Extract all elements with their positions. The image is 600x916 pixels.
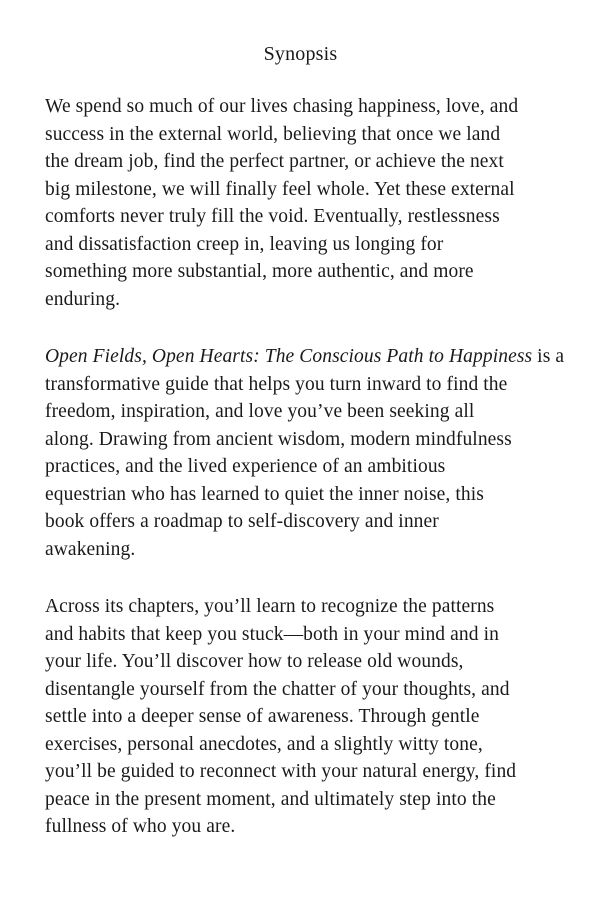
text-segment: your life. You’ll discover how to release old wounds, — [45, 651, 464, 672]
text-line — [45, 536, 556, 564]
text-line — [45, 231, 556, 259]
text-segment: enduring. — [45, 288, 121, 310]
paragraph — [45, 343, 565, 563]
text-segment: disentangle yourself from the chatter of your thoughts, and — [45, 678, 510, 700]
text-line — [45, 593, 556, 621]
text-segment: and dissatisfaction creep in, leaving us longing for — [45, 233, 444, 255]
text-line — [45, 343, 565, 371]
paragraph — [45, 593, 556, 841]
text-segment: big milestone, we will finally feel whole. Yet these external — [45, 178, 515, 200]
book-title-italic: Open Fields, Open Hearts: The Conscious Path to Happiness — [45, 346, 533, 367]
text-segment: freedom, inspiration, and love you’ve been seeking all — [45, 401, 475, 422]
text-segment: book offers a roadmap to self-discovery and inner — [45, 511, 439, 532]
text-segment: transformative guide that helps you turn inward to find the — [45, 373, 508, 395]
text-line — [45, 148, 556, 176]
text-segment: you’ll be guided to reconnect with your natural energy, find — [45, 761, 517, 782]
text-line — [45, 481, 556, 509]
text-line — [45, 121, 556, 149]
text-segment: exercises, personal anecdotes, and a slightly witty tone, — [45, 733, 483, 755]
text-line — [45, 813, 556, 841]
text-line — [45, 676, 556, 704]
text-line — [45, 426, 556, 454]
text-line — [45, 731, 556, 759]
text-segment: We spend so much of our lives chasing happiness, love, and — [45, 96, 519, 117]
text-line — [45, 648, 556, 676]
text-segment: equestrian who has learned to quiet the inner noise, this — [45, 483, 484, 505]
text-line — [45, 621, 556, 649]
text-line — [45, 371, 556, 399]
text-line — [45, 93, 556, 121]
page-title: Synopsis — [263, 43, 338, 65]
synopsis-body — [45, 93, 565, 841]
text-segment: is a — [532, 346, 565, 367]
text-line — [45, 758, 556, 786]
text-segment: fullness of who you are. — [45, 816, 236, 837]
text-line — [45, 398, 556, 426]
text-segment: settle into a deeper sense of awareness. Through gentle — [45, 706, 480, 727]
text-segment: success in the external world, believing that once we land — [45, 123, 501, 145]
text-segment: practices, and the lived experience of an ambitious — [45, 456, 446, 477]
text-line — [45, 453, 556, 481]
text-line — [45, 286, 556, 314]
text-segment: along. Drawing from ancient wisdom, modern mindfulness — [45, 428, 512, 450]
text-segment: peace in the present moment, and ultimately step into the — [45, 788, 496, 810]
text-line — [45, 203, 556, 231]
text-line — [45, 258, 556, 286]
text-line — [45, 176, 556, 204]
text-segment: and habits that keep you stuck—both in your mind and in — [45, 623, 499, 645]
text-line — [45, 703, 556, 731]
text-segment: the dream job, find the perfect partner, or achieve the next — [45, 151, 504, 172]
text-segment: awakening. — [45, 538, 136, 560]
text-line — [45, 508, 556, 536]
text-segment: Across its chapters, you’ll learn to recognize the patterns — [45, 596, 495, 617]
text-line — [45, 786, 556, 814]
text-segment: something more substantial, more authentic, and more — [45, 261, 474, 282]
text-segment: comforts never truly fill the void. Eventually, restlessness — [45, 206, 500, 227]
paragraph — [45, 93, 556, 313]
